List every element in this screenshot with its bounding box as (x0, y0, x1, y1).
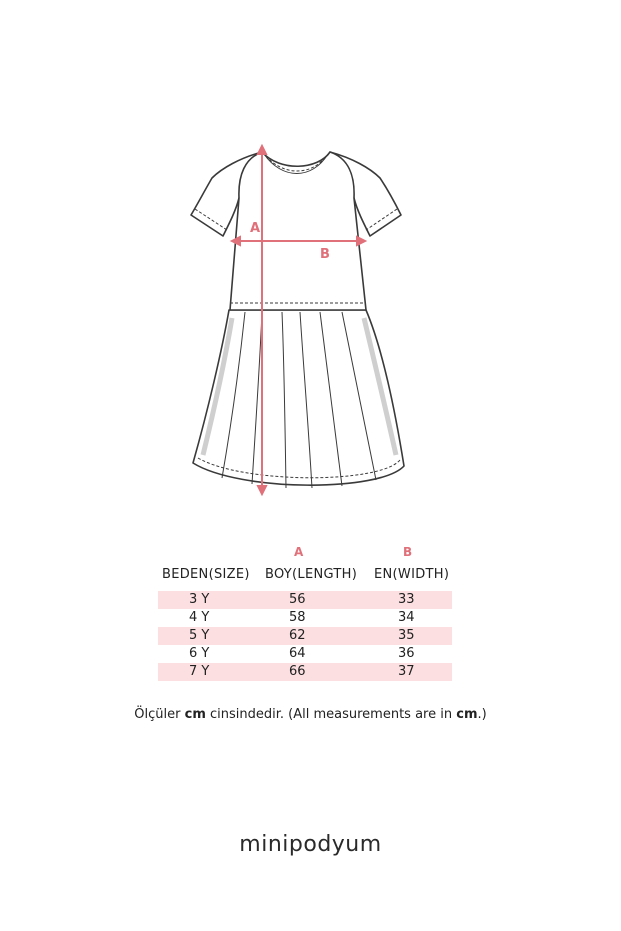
cell-length: 64 (289, 646, 306, 661)
cell-length: 56 (289, 592, 306, 607)
note-unit-2: cm (456, 707, 478, 722)
cell-size: 5 Y (189, 628, 210, 643)
cell-length: 58 (289, 610, 306, 625)
note-unit-1: cm (184, 707, 206, 722)
cell-width: 33 (398, 592, 415, 607)
brand-logo: minipodyum (239, 832, 382, 857)
cell-width: 35 (398, 628, 415, 643)
cell-length: 66 (289, 664, 306, 679)
column-letter-b: B (403, 545, 413, 559)
header-size: BEDEN(SIZE) (162, 567, 250, 582)
size-table (158, 545, 452, 681)
table-row (158, 645, 452, 663)
cell-size: 7 Y (189, 664, 210, 679)
header-width: EN(WIDTH) (374, 567, 450, 582)
note-part-2: cinsindedir. (All measurements are in (205, 707, 457, 722)
table-row (158, 627, 452, 645)
table-row (158, 609, 452, 627)
measurement-note (0, 707, 621, 722)
measure-label-b: B (320, 247, 330, 262)
measure-label-a: A (250, 221, 261, 236)
cell-width: 34 (398, 610, 415, 625)
table-row (158, 591, 452, 609)
column-letter-a: A (294, 545, 304, 559)
cell-size: 3 Y (189, 592, 210, 607)
table-body (158, 591, 452, 681)
note-part-1: Ölçüler (134, 707, 185, 722)
note-part-3: .) (477, 707, 487, 722)
cell-size: 4 Y (189, 610, 210, 625)
cell-width: 36 (398, 646, 415, 661)
cell-width: 37 (398, 664, 415, 679)
dress-skirt (193, 310, 404, 485)
column-letters (158, 545, 452, 567)
cell-length: 62 (289, 628, 306, 643)
cell-size: 6 Y (189, 646, 210, 661)
table-header (158, 567, 452, 591)
header-length: BOY(LENGTH) (265, 567, 358, 582)
table-row (158, 663, 452, 681)
